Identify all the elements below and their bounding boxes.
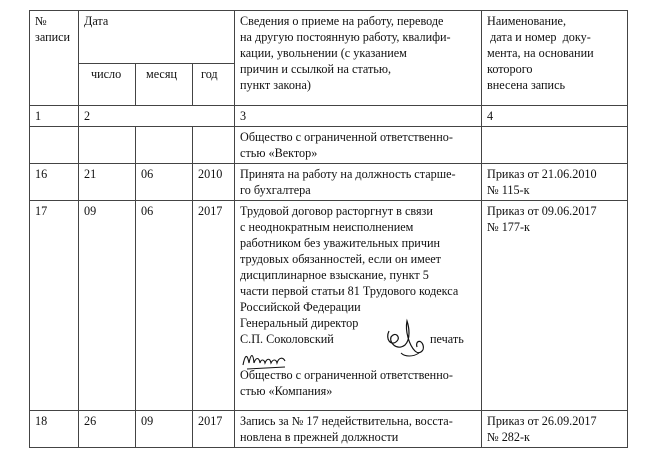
- record-month: 09: [141, 414, 154, 428]
- signer-name: С.П. Соколовский: [240, 332, 334, 346]
- header-info-line: Сведения о приеме на работу, переводе: [240, 14, 444, 28]
- col-number-cell: [482, 106, 628, 127]
- record-year: 2010: [198, 167, 223, 181]
- record-info-line: Принята на работу на должность старше-: [240, 167, 456, 181]
- record-day: 26: [84, 414, 97, 428]
- record-month-cell: [136, 201, 193, 411]
- header-doc-line: внесена запись: [487, 78, 566, 92]
- record-year-cell: [193, 127, 235, 164]
- record-info-line: новлена в прежней должности: [240, 430, 399, 444]
- record-doc-line: № 282-к: [487, 430, 530, 444]
- col-number: 1: [35, 109, 42, 123]
- header-info-line: на другую постоянную работу, квалифи-: [240, 30, 451, 44]
- col-number: 2: [84, 109, 91, 123]
- record-month-cell: [136, 164, 193, 201]
- record-day-cell: [79, 164, 136, 201]
- header-date-cell: [79, 11, 235, 64]
- record-info-cell: [235, 201, 482, 411]
- table-row: [30, 201, 628, 411]
- header-month-label: месяц: [146, 67, 177, 81]
- employee-signature-icon: [241, 347, 289, 373]
- record-doc-line: № 115-к: [487, 183, 530, 197]
- record-day: 09: [84, 204, 97, 218]
- record-num: 17: [35, 204, 48, 218]
- header-num-line: записи: [35, 30, 71, 44]
- col-number: 4: [487, 109, 494, 123]
- header-year-cell: [193, 64, 235, 106]
- table-row: [30, 411, 628, 448]
- header-row: [30, 11, 628, 64]
- header-info-line: причин и ссылкой на статью,: [240, 62, 392, 76]
- record-info-cell: [235, 127, 482, 164]
- record-month: 06: [141, 167, 154, 181]
- header-month-cell: [136, 64, 193, 106]
- record-num-cell: [30, 411, 79, 448]
- col-number-cell: [235, 106, 482, 127]
- header-doc-line: мента, на основании: [487, 46, 594, 60]
- record-info-line: Общество с ограниченной ответственно-: [240, 130, 453, 144]
- record-info-line: трудовых обязанностей, если он имеет: [240, 252, 441, 266]
- record-info-line: Генеральный директор: [240, 316, 359, 330]
- header-doc-cell: [482, 11, 628, 106]
- record-info-cell: [235, 411, 482, 448]
- record-doc-line: Приказ от 09.06.2017: [487, 204, 597, 218]
- record-num-cell: [30, 164, 79, 201]
- record-info-line: работником без уважительных причин: [240, 236, 440, 250]
- record-doc-cell: [482, 164, 628, 201]
- header-info-line: пункт закона): [240, 78, 311, 92]
- record-info-line: дисциплинарное взыскание, пункт 5: [240, 268, 429, 282]
- record-day-cell: [79, 127, 136, 164]
- record-doc-cell: [482, 411, 628, 448]
- header-doc-line: Наименование,: [487, 14, 567, 28]
- record-year: 2017: [198, 414, 223, 428]
- record-num-cell: [30, 201, 79, 411]
- record-year: 2017: [198, 204, 223, 218]
- record-doc-line: Приказ от 21.06.2010: [487, 167, 597, 181]
- header-doc-line: которого: [487, 62, 533, 76]
- work-record-table: [29, 10, 628, 448]
- record-month: 06: [141, 204, 154, 218]
- col-number-cell: [79, 106, 235, 127]
- header-doc-line: дата и номер доку-: [487, 30, 591, 44]
- header-day-label: число: [91, 67, 122, 81]
- record-info-line: го бухгалтера: [240, 183, 311, 197]
- col-number-cell: [30, 106, 79, 127]
- record-info-line: с неоднократным неисполнением: [240, 220, 414, 234]
- record-info-line: части первой статьи 81 Трудового кодекса: [240, 284, 459, 298]
- header-info-cell: [235, 11, 482, 106]
- record-num-cell: [30, 127, 79, 164]
- record-info-cell: [235, 164, 482, 201]
- director-signature-icon: [383, 317, 429, 361]
- table-row: [30, 164, 628, 201]
- company-line: стью «Компания»: [240, 384, 333, 398]
- signature-row: [240, 331, 477, 347]
- company-line: Общество с ограниченной ответственно-: [240, 368, 453, 382]
- record-month-cell: [136, 411, 193, 448]
- column-number-row: [30, 106, 628, 127]
- record-info-line: Трудовой договор расторгнут в связи: [240, 204, 433, 218]
- record-year-cell: [193, 411, 235, 448]
- header-num-cell: [30, 11, 79, 106]
- record-info-line: Российской Федерации: [240, 300, 361, 314]
- record-num: 18: [35, 414, 48, 428]
- header-num-line: №: [35, 14, 47, 28]
- record-doc-line: № 177-к: [487, 220, 530, 234]
- header-info-line: кации, увольнении (с указанием: [240, 46, 407, 60]
- record-doc-line: Приказ от 26.09.2017: [487, 414, 597, 428]
- record-info-line: Запись за № 17 недействительна, восста-: [240, 414, 453, 428]
- record-doc-cell: [482, 127, 628, 164]
- col-number: 3: [240, 109, 247, 123]
- record-year-cell: [193, 201, 235, 411]
- record-year-cell: [193, 164, 235, 201]
- record-month-cell: [136, 127, 193, 164]
- table-row: [30, 127, 628, 164]
- record-info-line: стью «Вектор»: [240, 146, 318, 160]
- record-day: 21: [84, 167, 97, 181]
- record-num: 16: [35, 167, 48, 181]
- record-day-cell: [79, 201, 136, 411]
- header-date-label: Дата: [84, 14, 109, 28]
- stamp-label: печать: [430, 332, 464, 346]
- header-year-label: год: [201, 67, 218, 81]
- record-day-cell: [79, 411, 136, 448]
- header-day-cell: [79, 64, 136, 106]
- record-doc-cell: [482, 201, 628, 411]
